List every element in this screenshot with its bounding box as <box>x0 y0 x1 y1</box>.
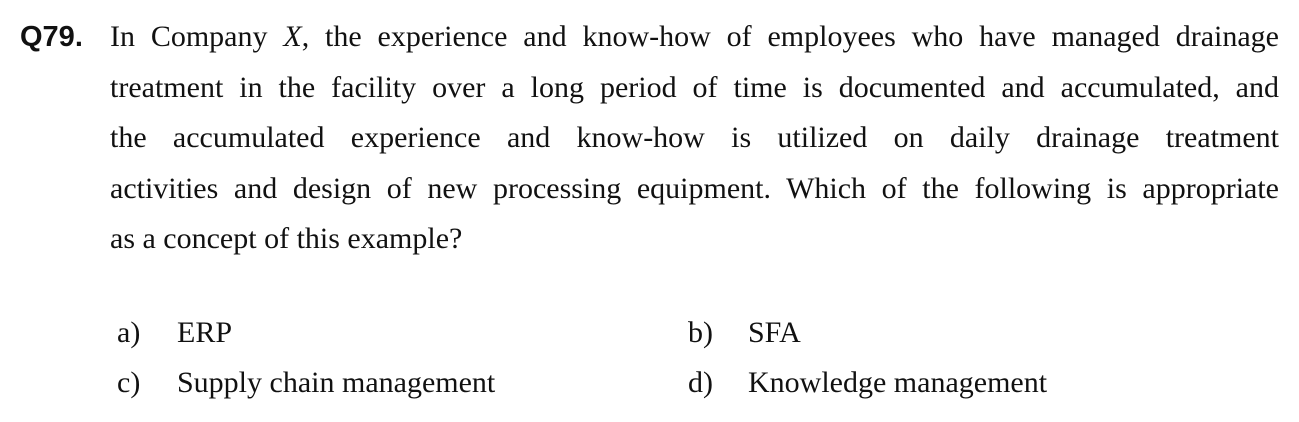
question-line-1-post: , the experience and know-how of employees who have managed drainage <box>301 20 1279 53</box>
question-line-1-pre: In Company <box>110 20 284 53</box>
company-variable: X <box>283 20 302 53</box>
choice-d <box>688 363 1047 403</box>
question-line-2: treatment in the facility over a long period of time is documented and accumulated, and <box>110 70 1279 104</box>
choice-a-letter: a) <box>117 316 141 349</box>
choice-d-text: Knowledge management <box>748 366 1048 399</box>
question-line-5: as a concept of this example? <box>110 222 463 255</box>
question-line-4: activities and design of new processing equipment. Which of the following is appropriate <box>110 171 1279 205</box>
choice-b-text: SFA <box>748 316 801 349</box>
question-number: Q79. <box>20 21 83 53</box>
question-line-3: the accumulated experience and know-how is utilized on daily drainage treatment <box>110 121 1279 154</box>
choice-a-text: ERP <box>177 316 233 349</box>
choice-c-text: Supply chain management <box>177 366 496 399</box>
choice-c <box>117 363 495 403</box>
choice-b-letter: b) <box>688 316 713 349</box>
choice-a <box>117 313 232 353</box>
choice-d-letter: d) <box>688 366 713 399</box>
choice-c-letter: c) <box>117 366 141 399</box>
choice-b <box>688 313 801 353</box>
